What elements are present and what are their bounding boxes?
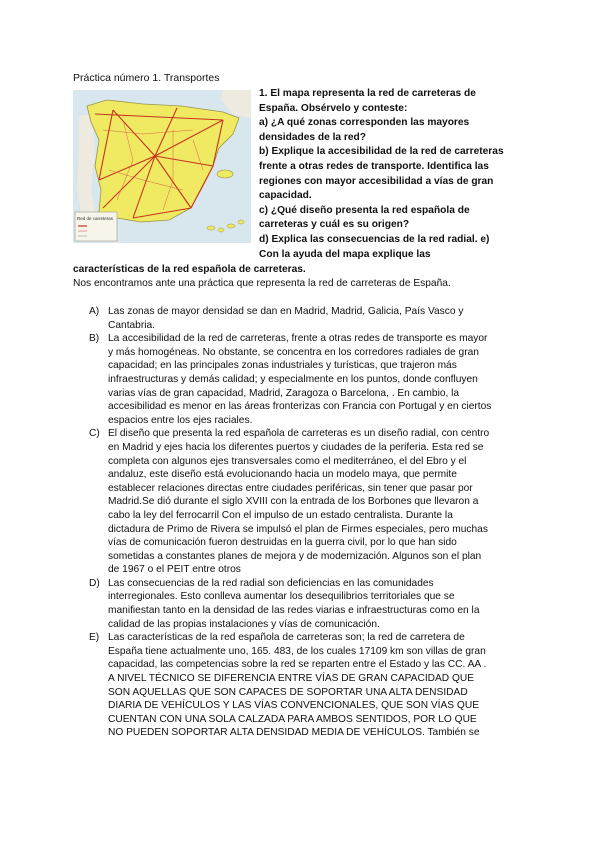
answer-line: Las características de la red española de carreteras son; la red de carretera de [108,632,465,644]
answer-line: Las consecuencias de la red radial son deficiencias en las comunidades [108,577,434,589]
spain-road-map [73,90,251,243]
intro-paragraph: Nos encontramos ante una práctica que representa la red de carreteras de España. [73,278,451,289]
question-line: b) Explique la accesibilidad de la red de carreteras [259,146,504,158]
answer-line: Madrid.Se dió durante el siglo XVIII con la entrada de los Borbones que llevaron a [108,496,479,508]
answer-line: A NIVEL TÉCNICO SE DIFERENCIA ENTRE VÍAS DE GRAN CAPACIDAD QUE [108,673,475,685]
question-line: 1. El mapa representa la red de carreteras de [259,88,476,99]
answer-line: varias vías de gran capacidad, Madrid, Zaragoza o Barcelona, . En cambio, la [108,387,460,399]
answer-item [89,305,525,332]
legend-title: Red de carreteras [77,216,114,221]
answer-line: vías de comunicación fueron destruidas en la guerra civil, por lo que han sido [108,537,457,549]
road-network-svg [73,90,251,243]
answer-line: CUENTAN CON UNA SOLA CALZADA PARA AMBOS SENTIDOS, POR LO QUE [108,713,477,725]
question-line: Con la ayuda del mapa explique las [259,248,431,260]
answer-letter: E) [89,632,100,644]
answer-line: de 1967 o el PEIT entre otros [108,564,241,576]
answer-letter: D) [89,577,100,589]
answer-line: andaluz, este diseño está evolucionando hacia un modelo maya, que permite [108,469,457,481]
answer-line: establecer relaciones directas entre ciudades periféricas, sin tener que pasar por [108,482,473,494]
page-title: Práctica número 1. Transportes [73,72,220,84]
answer-letter: A) [89,306,100,317]
answer-line: DIARIA DE VEHÍCULOS Y LAS VÍAS CONVENCIONALES, QUE SON VÍAS QUE [108,700,480,712]
answer-line: capacidad; en las principales zonas industriales y turísticas, que trajeron más [108,360,457,372]
answer-line: El diseño que presenta la red española de carreteras es un diseño radial, con centro [108,428,490,440]
answer-letter: C) [89,428,100,440]
answer-line: y más homogéneas. No obstante, se concentra en los corredores radiales de gran [108,346,479,358]
answer-line: SON AQUELLAS QUE SON CAPACES DE SOPORTAR UNA ALTA DENSIDAD [108,686,468,698]
answer-line: accesibilidad es menor en las áreas fronterizas con Francia con Portugal y en ciertos [108,401,492,413]
answer-line: completa con algunos ejes transversales como el mediterráneo, el del Ebro y el [108,455,467,467]
question-continuation: características de la red española de carreteras. [73,264,306,275]
question-line: regiones con mayor accesibilidad a vías de gran [259,175,494,187]
answer-line: Cantabria. [108,319,156,331]
answer-line: La accesibilidad de la red de carreteras, frente a otras redes de transporte es mayor [108,333,488,345]
answer-line: interregionales. Esto conlleva aumentar los desequilibrios territoriales que se [108,591,455,603]
question-line: España. Obsérvelo y conteste: [259,102,408,114]
answers-list [89,305,525,740]
answer-item [89,631,525,740]
questions-block [259,87,531,262]
answer-line: España tiene actualmente uno, 165. 483, de los cuales 17109 km son villas de gran [108,645,486,657]
answer-item [89,332,525,427]
answer-line: cabo la ley del ferrocarril Con el impulso de un estado centralista. Durante la [108,509,453,521]
question-line: carreteras y cuál es su origen? [259,219,410,231]
answer-line: NO PUEDEN SOPORTAR ALTA DENSIDAD MEDIA DE VEHÍCULOS. También se [108,727,480,739]
question-line: d) Explica las consecuencias de la red radial. e) [259,233,490,245]
answer-item [89,577,525,631]
question-line: c) ¿Qué diseño presenta la red española de [259,204,470,216]
question-line: a) ¿A qué zonas corresponden las mayores [259,117,470,129]
question-line: capacidad. [259,190,312,202]
answer-line: infraestructuras y demás calidad; y especialmente en los puntos, donde confluyen [108,373,478,385]
answer-line: calidad de las propias instalaciones y vías de comunicación. [108,618,380,630]
question-line: densidades de la red? [259,131,367,143]
answer-line: manifiestan tanto en la densidad de las redes viarias e infraestructuras como en la [108,605,480,617]
baleares-islands [217,170,233,178]
question-line: frente a otras redes de transporte. Identifica las [259,160,489,172]
answer-line: sometidas a constantes planes de mejora y de modernización. Algunos son el plan [108,550,482,562]
answer-item [89,427,525,577]
answer-line: capacidad, las competencias sobre la red se reparten entre el Estado y las CC. AA . [108,659,487,671]
answer-line: espacios entre los ejes raciales. [108,414,253,426]
answer-line: en Madrid y ejes hacia los diferentes puertos y ciudades de la periferia. Esta red se [108,441,484,453]
answer-line: dictadura de Primo de Rivera se impulsó el plan de Firmes especiales, pero muchas [108,523,488,535]
answer-line: Las zonas de mayor densidad se dan en Madrid, Madrid, Galicia, País Vasco y [108,306,464,317]
answer-letter: B) [89,333,100,345]
